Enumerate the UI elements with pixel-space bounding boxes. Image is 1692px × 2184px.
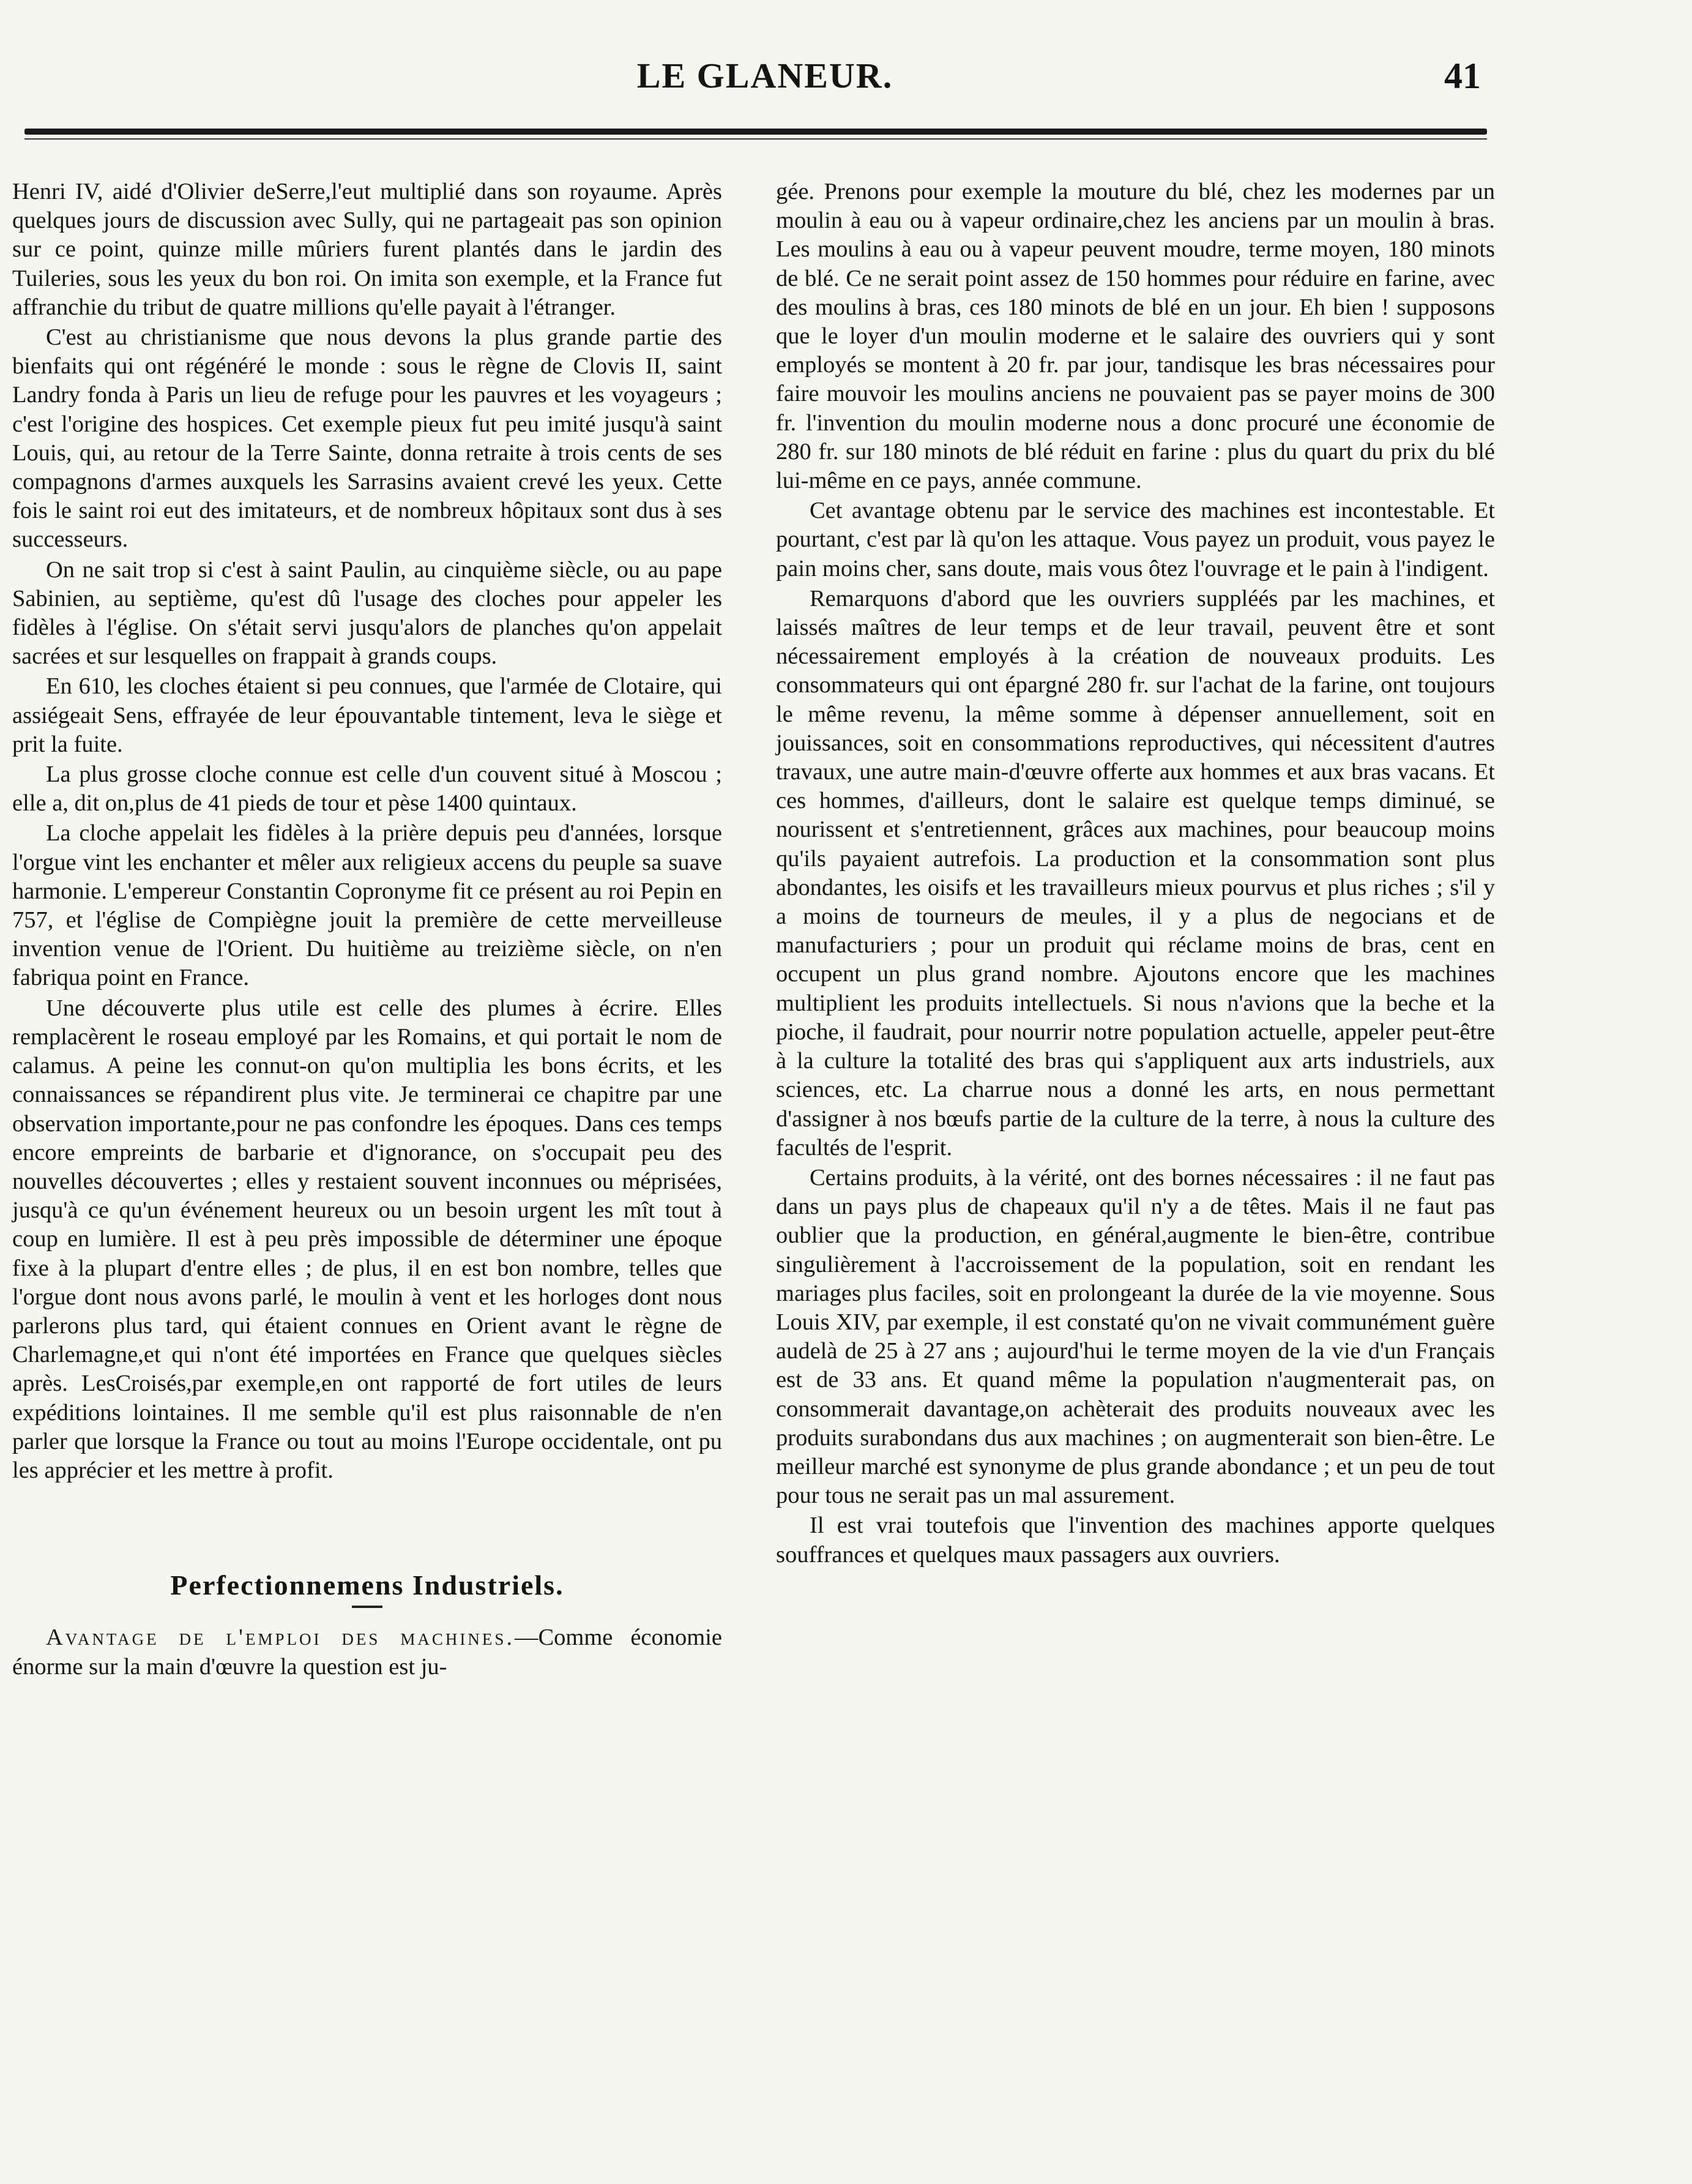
paragraph: Il est vrai toutefois que l'invention des machines apporte quelques souffrances et quelques maux passagers aux ouvriers.: [776, 1513, 1495, 1568]
section-title: Perfectionnemens Industriels.: [170, 1569, 564, 1601]
header-rule-thin: [24, 138, 1487, 140]
section-text: —Comme économie énorme sur la main d'œuvre la question est ju-: [12, 1625, 722, 1680]
running-title: LE GLANEUR.: [636, 56, 893, 95]
paragraph: Remarquons d'abord que les ouvriers suppléés par les machines, et laissés maîtres de leur temps et de leur travail, peuvent être et sont nécessairement employés à la création de nouveaux produits. Les consommateurs qui ont épargné 280 fr. sur l'achat de la farine, ont toujours le même revenu, la même somme à dépenser annuellement, soit en jouissances, soit en consommations reproductives, qui nécessitent d'autres travaux, une autre main-d'œuvre offerte aux hommes et aux bras vacans. Et ces hommes, d'ailleurs, dont le salaire est quelque temps diminué, se nourissent et s'entretiennent, grâces aux machines, pour beaucoup moins qu'ils payaient autrefois. La production et la consommation sont plus abondantes, les oisifs et les travailleurs mieux pourvus et plus riches ; s'il y a moins de tourneurs de meules, il y a plus de negocians et de manufacturiers ; pour un produit qui réclame moins de bras, cent en occupent un plus grand nombre. Ajoutons encore que les machines multiplient les produits intellectuels. Si nous n'avions que la beche et la pioche, il faudrait, pour nourrir notre population actuelle, appeler peut-être à la culture la totalité des bras qui s'appliquent aux arts industriels, aux sciences, etc. La charrue nous a donné les arts, en nous permettant d'assigner à nos bœufs partie de la culture de la terre, à nous la culture des facultés de l'esprit.: [776, 585, 1495, 1161]
page-number: 41: [1444, 56, 1481, 96]
paragraph: Une découverte plus utile est celle des plumes à écrire. Elles remplacèrent le roseau employé par les Romains, et qui portait le nom de calamus. A peine les connut-on qu'on multiplia les bons écrits, et les connaissances se répandirent plus vite. Je terminerai ce chapitre par une observation importante,pour ne pas confondre les époques. Dans ces temps encore empreints de barbarie et d'ignorance, on s'occupait peu des nouvelles découvertes ; elles y restaient souvent inconnues ou méprisées, jusqu'à ce qu'un événement heureux ou un besoin urgent les mît tout à coup en lumière. Il est à peu près impossible de déterminer une époque fixe à la plupart d'entre elles ; de plus, il en est bon nombre, telles que l'orgue dont nous avons parlé, le moulin à vent et les horloges dont nous parlerons plus tard, qui étaient connues en Orient avant le règne de Charlemagne,et qui n'ont été importées en France que quelques siècles après. LesCroisés,par exemple,en ont rapporté de fort utiles de leurs expéditions lointaines. Il me semble qu'il est plus raisonnable de n'en parler que lorsque la France ou tout au moins l'Europe occidentale, ont pu les apprécier et les mettre à profit.: [12, 995, 722, 1483]
paragraph: Certains produits, à la vérité, ont des bornes nécessaires : il ne faut pas dans un pays plus de chapeaux qu'il n'y a de têtes. Mais il ne faut pas oublier que la production, en général,augmente le bien-être, contribue singulièrement à l'accroissement de la population, soit en rendant les mariages plus faciles, soit en prolongeant la durée de la vie moyenne. Sous Louis XIV, par exemple, il est constaté qu'on ne vivait communément guère audelà de 25 à 27 ans ; aujourd'hui le terme moyen de la vie d'un Français est de 33 ans. Et quand même la population n'augmenterait pas, on consommerait davantage,on achèterait des produits nouveaux avec les produits surabondans dus aux machines ; on augmenterait son bien-être. Le meilleur marché est synonyme de plus grande abondance ; et un peu de tout pour tous ne serait pas un mal assurement.: [776, 1164, 1495, 1509]
paragraph: Henri IV, aidé d'Olivier deSerre,l'eut multiplié dans son royaume. Après quelques jours de discussion avec Sully, qui ne partageait pas son opinion sur ce point, quinze mille mûriers furent plantés dans le jardin des Tuileries, sous les yeux du bon roi. On imita son exemple, et la France fut affranchie du tribut de quatre millions qu'elle payait à l'étranger.: [12, 179, 722, 320]
right-column: [776, 178, 1495, 1569]
section-title-rule: [352, 1606, 382, 1608]
header-rule: [24, 129, 1487, 135]
paragraph: C'est au christianisme que nous devons la plus grande partie des bienfaits qui ont régénéré le monde : sous le règne de Clovis II, saint Landry fonda à Paris un lieu de refuge pour les pauvres et les voyageurs ; c'est l'origine des hospices. Cet exemple pieux fut peu imité jusqu'à saint Louis, qui, au retour de la Terre Sainte, donna retraite à trois cents de ses compagnons d'armes auxquels les Sarrasins avaient crevé les yeux. Cette fois le saint roi eut des imitateurs, et de nombreux hôpitaux sont dus à ses successeurs.: [12, 324, 722, 553]
paragraph: La cloche appelait les fidèles à la prière depuis peu d'années, lorsque l'orgue vint les enchanter et mêler aux religieux accens du peuple sa suave harmonie. L'empereur Constantin Copronyme fit ce présent au roi Pepin en 757, et l'église de Compiègne jouit la première de cette merveilleuse invention venue de l'Orient. Du huitième au treizième siècle, on n'en fabriqua point en France.: [12, 820, 722, 991]
paragraph: On ne sait trop si c'est à saint Paulin, au cinquième siècle, ou au pape Sabinien, au septième, qu'est dû l'usage des cloches pour appeler les fidèles à l'église. On s'était servi jusqu'alors de planches qu'on appelait sacrées et sur lesquelles on frappait à grands coups.: [12, 556, 722, 670]
section-opening-paragraph: [12, 1623, 722, 1681]
paragraph: gée. Prenons pour exemple la mouture du blé, chez les modernes par un moulin à eau ou à vapeur ordinaire,chez les anciens par un moulin à bras. Les moulins à eau ou à vapeur peuvent moudre, terme moyen, 180 minots de blé. Ce ne serait point assez de 150 hommes pour réduire en farine, avec des moulins à bras, ces 180 minots de blé en un jour. Eh bien ! supposons que le loyer d'un moulin moderne et le salaire des ouvriers qui y sont employés se montent à 20 fr. par jour, tandisque les bras nécessaires pour faire mouvoir les moulins anciens ne pouvaient pas se payer moins de 300 fr. l'invention du moulin moderne nous a donc procuré une économie de 280 fr. sur 180 minots de blé réduit en farine : plus du quart du prix du blé lui-même en ce pays, année commune.: [776, 179, 1495, 494]
paragraph: La plus grosse cloche connue est celle d'un couvent situé à Moscou ; elle a, dit on,plus de 41 pieds de tour et pèse 1400 quintaux.: [12, 761, 722, 817]
page-header: [37, 55, 1493, 116]
paragraph: En 610, les cloches étaient si peu connues, que l'armée de Clotaire, qui assiégeait Sens, effrayée de leur épouvantable tintement, leva le siège et prit la fuite.: [12, 673, 722, 757]
section-lead: Avantage de l'emploi des machines.: [46, 1625, 515, 1651]
left-column: [12, 178, 722, 1681]
paragraph: Cet avantage obtenu par le service des machines est incontestable. Et pourtant, c'est par là qu'on les attaque. Vous payez un produit, vous payez le pain moins cher, sans doute, mais vous ôtez l'ouvrage et le pain à l'indigent.: [776, 498, 1495, 582]
